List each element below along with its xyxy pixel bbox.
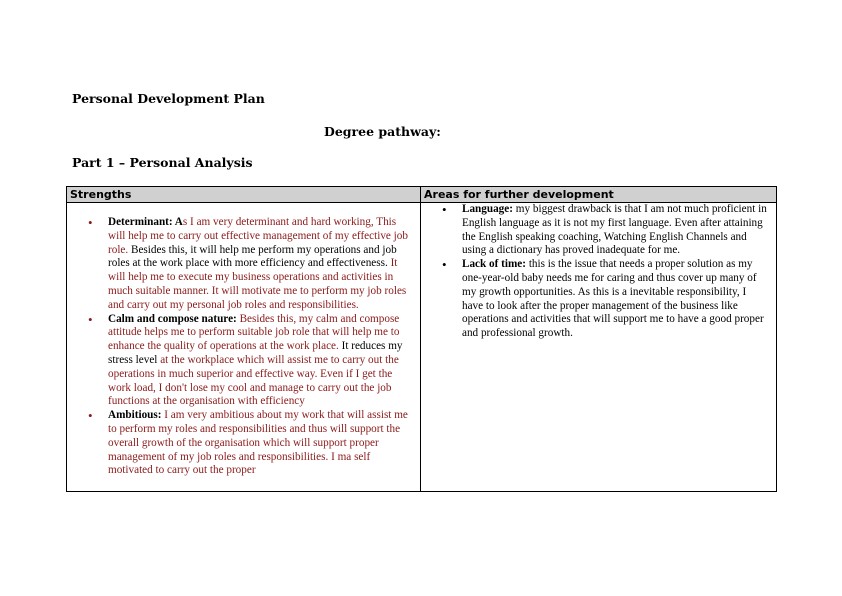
development-header: Areas for further development <box>421 187 777 203</box>
strength-key: Determinant: A <box>108 216 183 228</box>
strength-text: It reduces my stress level <box>108 340 403 366</box>
development-text: this is the issue that needs a proper solution as my one-year-old baby needs me for caring and thus cover up many of my growth opportunities. As this is a inevitable responsibility, I have to look after the proper management of the business like operations and activities that will support me to have a good proper and professional growth. <box>462 258 764 340</box>
development-list <box>428 203 768 341</box>
part-heading: Part 1 – Personal Analysis <box>72 155 253 170</box>
development-time <box>428 258 768 341</box>
strengths-header: Strengths <box>67 187 421 203</box>
development-language <box>428 203 768 258</box>
degree-pathway-label: Degree pathway: <box>324 124 441 139</box>
table-header-row <box>67 187 777 203</box>
development-text: my biggest drawback is that I am not much proficient in English language as it is not my first language. Even after attaining the English speaking coaching, Watching English Channels and using a dictionary has proved inadequate for me. <box>462 203 767 257</box>
strength-text: s I am very determinant and hard working, This will help me to carry out effective management of my effective job role. <box>108 216 408 256</box>
strength-text: Besides this, my calm and compose attitude helps me to perform suitable job role that will help me to enhance the quality of operations at the work place. <box>108 312 400 353</box>
strength-text: Besides this, it will help me perform my operations and job roles at the work place with more efficiency and effectiveness. <box>108 243 397 270</box>
strength-key: Calm and compose nature: <box>108 312 237 325</box>
table-row <box>67 203 777 492</box>
strength-text: I am very ambitious about my work that will assist me to perform my roles and responsibilities and thus will support the overall growth of the organisation which will support proper management of my job roles and responsibilities. I ma self motivated to carry out the proper <box>108 409 408 477</box>
strengths-list <box>74 216 412 478</box>
strength-key: Ambitious: <box>108 409 162 422</box>
strength-determinant <box>74 216 412 313</box>
strength-ambitious <box>74 409 412 478</box>
strengths-cell <box>67 203 421 492</box>
development-key: Language: <box>462 203 513 215</box>
document-title: Personal Development Plan <box>72 91 265 106</box>
development-cell <box>421 203 777 492</box>
strength-calm <box>74 313 412 410</box>
development-key: Lack of time: <box>462 258 527 271</box>
strength-text: It will help me to execute my business operations and activities in much suitable manner. It will motivate me to perform my job roles and carry out my personal job roles and responsibilities. <box>108 257 407 311</box>
personal-analysis-table <box>66 186 777 492</box>
strength-text: at the workplace which will assist me to carry out the operations in much superior and effective way. Even if I get the work load, I don't lose my cool and manage to carry out the job functions at the organisation with efficiency <box>108 353 399 408</box>
